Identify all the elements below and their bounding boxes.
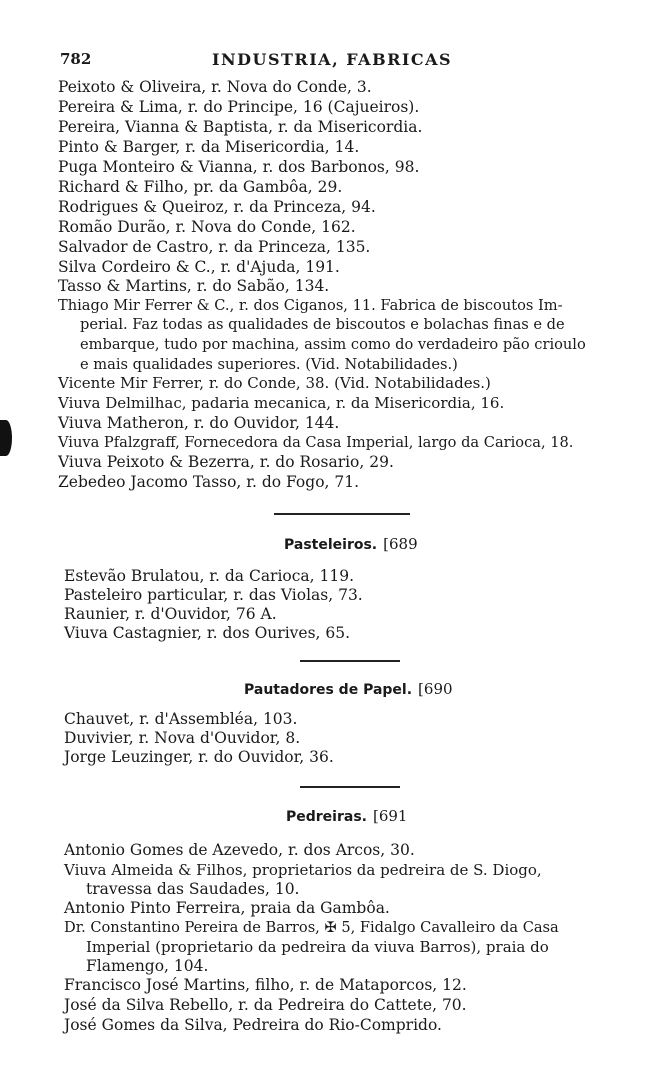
entry-line: Jorge Leuzinger, r. do Ouvidor, 36. <box>64 748 334 766</box>
section-heading-pautadores <box>244 680 453 698</box>
entry-line: Silva Cordeiro & C., r. d'Ajuda, 191. <box>58 258 340 276</box>
entry-line: Duvivier, r. Nova d'Ouvidor, 8. <box>64 729 301 747</box>
section-number: [689 <box>383 535 418 553</box>
entry-line-continued: Imperial (proprietario da pedreira da viuva Barros), praia do <box>86 938 549 956</box>
section-heading-pasteleiros <box>284 535 418 553</box>
section-title: Pedreiras. <box>286 809 367 825</box>
entry-line: Romão Durão, r. Nova do Conde, 162. <box>58 218 356 236</box>
entry-line-continued: embarque, tudo por machina, assim como do verdadeiro pão crioulo <box>80 336 586 353</box>
section-number: [690 <box>418 680 453 698</box>
entry-line: Salvador de Castro, r. da Princeza, 135. <box>58 238 371 256</box>
entry-line: Puga Monteiro & Vianna, r. dos Barbonos, 98. <box>58 158 420 176</box>
entry-line: Peixoto & Oliveira, r. Nova do Conde, 3. <box>58 78 372 96</box>
page-header <box>60 50 480 72</box>
section-rule <box>300 786 400 788</box>
entry-line: Viuva Delmilhac, padaria mecanica, r. da Misericordia, 16. <box>58 394 505 412</box>
entry-line: Viuva Peixoto & Bezerra, r. do Rosario, 29. <box>58 453 394 471</box>
entry-line-continued: travessa das Saudades, 10. <box>86 880 300 898</box>
entry-line: Viuva Almeida & Filhos, proprietarios da pedreira de S. Diogo, <box>64 861 542 879</box>
entry-line: Tasso & Martins, r. do Sabão, 134. <box>58 277 330 295</box>
entry-line: Estevão Brulatou, r. da Carioca, 119. <box>64 567 355 585</box>
entry-line: Antonio Gomes de Azevedo, r. dos Arcos, 30. <box>64 841 415 859</box>
section-heading-pedreiras <box>286 807 407 825</box>
ink-blot <box>0 420 12 456</box>
entry-line: José da Silva Rebello, r. da Pedreira do Cattete, 70. <box>64 996 467 1014</box>
entry-line: Dr. Constantino Pereira de Barros, ✠ 5, Fidalgo Cavalleiro da Casa <box>64 919 559 936</box>
entry-line: Pinto & Barger, r. da Misericordia, 14. <box>58 138 360 156</box>
entry-line: Rodrigues & Queiroz, r. da Princeza, 94. <box>58 198 376 216</box>
section-title: Pasteleiros. <box>284 537 378 553</box>
running-title: INDUSTRIA, FABRICAS <box>212 50 453 69</box>
section-title: Pautadores de Papel. <box>244 682 413 698</box>
entry-line: Thiago Mir Ferrer & C., r. dos Ciganos, 11. Fabrica de biscoutos Im- <box>58 297 563 314</box>
section-number: [691 <box>372 807 408 825</box>
page-number: 782 <box>60 50 92 68</box>
entry-line: Viuva Pfalzgraff, Fornecedora da Casa Imperial, largo da Carioca, 18. <box>58 434 574 451</box>
entry-line: Raunier, r. d'Ouvidor, 76 A. <box>64 605 277 623</box>
entry-line-continued: Flamengo, 104. <box>86 957 209 975</box>
entry-line: Viuva Matheron, r. do Ouvidor, 144. <box>58 414 340 432</box>
entry-line: Viuva Castagnier, r. dos Ourives, 65. <box>64 624 351 642</box>
entry-line: Francisco José Martins, filho, r. de Mataporcos, 12. <box>64 976 467 994</box>
entry-line-continued: perial. Faz todas as qualidades de biscoutos e bolachas finas e de <box>80 316 565 333</box>
entry-line: Chauvet, r. d'Assembléa, 103. <box>64 710 298 728</box>
entry-line: Richard & Filho, pr. da Gambôa, 29. <box>58 178 343 196</box>
entry-line: José Gomes da Silva, Pedreira do Rio-Comprido. <box>64 1016 442 1034</box>
entry-line: Antonio Pinto Ferreira, praia da Gambôa. <box>64 899 390 917</box>
entry-line: Zebedeo Jacomo Tasso, r. do Fogo, 71. <box>58 473 360 491</box>
entry-line: Pasteleiro particular, r. das Violas, 73. <box>64 586 363 604</box>
entry-line-continued: e mais qualidades superiores. (Vid. Notabilidades.) <box>80 356 458 373</box>
entry-line: Pereira, Vianna & Baptista, r. da Misericordia. <box>58 118 423 136</box>
section-rule <box>300 660 400 662</box>
entry-line: Pereira & Lima, r. do Principe, 16 (Cajueiros). <box>58 98 420 116</box>
section-rule <box>274 513 410 515</box>
entry-line: Vicente Mir Ferrer, r. do Conde, 38. (Vid. Notabilidades.) <box>58 374 491 392</box>
